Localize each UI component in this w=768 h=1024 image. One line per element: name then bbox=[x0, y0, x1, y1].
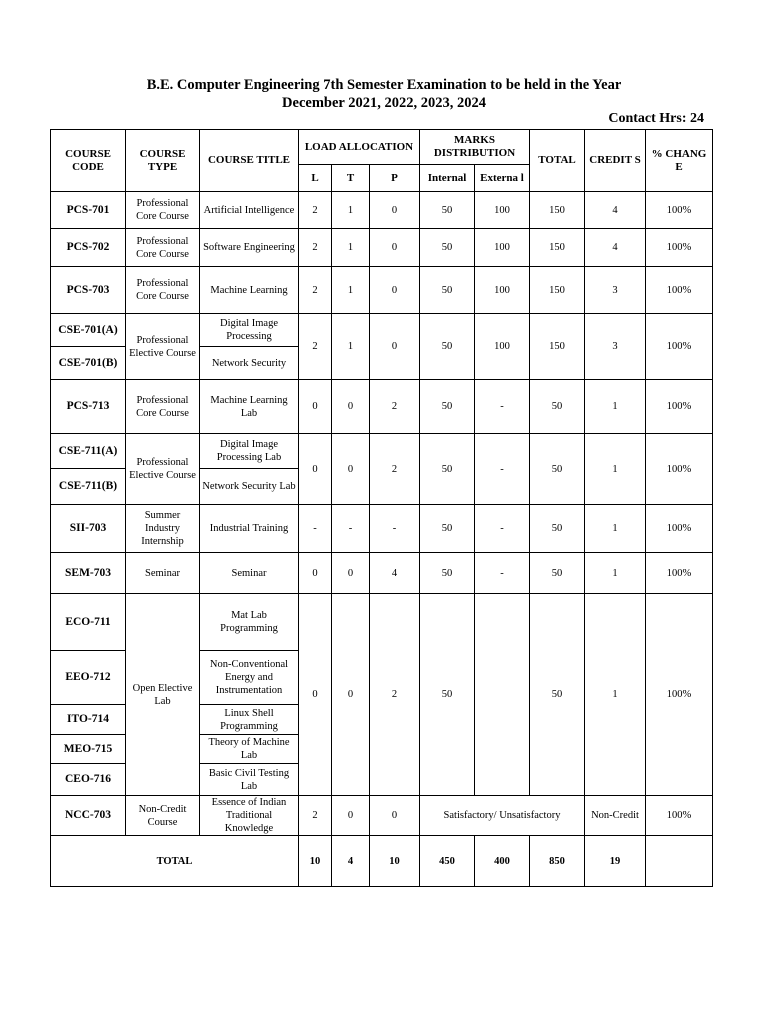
marks-external: - bbox=[475, 553, 530, 594]
load-t: 1 bbox=[332, 267, 370, 314]
course-type: Open Elective Lab bbox=[126, 594, 200, 796]
total-internal: 450 bbox=[420, 836, 475, 887]
marks-external: 100 bbox=[475, 229, 530, 267]
course-code: MEO-715 bbox=[51, 735, 126, 764]
load-l: 2 bbox=[299, 796, 332, 836]
load-t: 0 bbox=[332, 594, 370, 796]
header-t: T bbox=[332, 165, 370, 192]
marks-total: 50 bbox=[530, 505, 585, 553]
course-title: Digital Image Processing Lab bbox=[200, 434, 299, 469]
percent-change: 100% bbox=[646, 594, 713, 796]
course-title: Mat Lab Programming bbox=[200, 594, 299, 651]
course-title: Industrial Training bbox=[200, 505, 299, 553]
marks-internal: 50 bbox=[420, 434, 475, 505]
load-l: 2 bbox=[299, 229, 332, 267]
percent-change: 100% bbox=[646, 434, 713, 505]
header-l: L bbox=[299, 165, 332, 192]
marks-external: 100 bbox=[475, 192, 530, 229]
marks-external: - bbox=[475, 434, 530, 505]
marks-external: 100 bbox=[475, 314, 530, 380]
load-t: - bbox=[332, 505, 370, 553]
load-t: 0 bbox=[332, 380, 370, 434]
load-l: 2 bbox=[299, 267, 332, 314]
load-l: 0 bbox=[299, 594, 332, 796]
percent-change: 100% bbox=[646, 192, 713, 229]
load-l: 0 bbox=[299, 434, 332, 505]
credits: 1 bbox=[585, 594, 646, 796]
total-credits: 19 bbox=[585, 836, 646, 887]
course-type: Professional Core Course bbox=[126, 380, 200, 434]
marks-total: 150 bbox=[530, 192, 585, 229]
course-type: Non-Credit Course bbox=[126, 796, 200, 836]
marks-satisfactory: Satisfactory/ Unsatisfactory bbox=[420, 796, 585, 836]
percent-change: 100% bbox=[646, 505, 713, 553]
load-t: 0 bbox=[332, 434, 370, 505]
course-type: Professional Core Course bbox=[126, 267, 200, 314]
credits: 3 bbox=[585, 314, 646, 380]
course-code: CSE-701(B) bbox=[51, 347, 126, 380]
course-title: Seminar bbox=[200, 553, 299, 594]
course-title: Artificial Intelligence bbox=[200, 192, 299, 229]
course-title: Software Engineering bbox=[200, 229, 299, 267]
contact-hours: Contact Hrs: 24 bbox=[608, 111, 704, 126]
course-type: Seminar bbox=[126, 553, 200, 594]
table-row bbox=[51, 505, 713, 553]
percent-change: 100% bbox=[646, 796, 713, 836]
credits: Non-Credit bbox=[585, 796, 646, 836]
course-type: Professional Core Course bbox=[126, 229, 200, 267]
table-row bbox=[51, 314, 713, 347]
table-row bbox=[51, 796, 713, 836]
total-l: 10 bbox=[299, 836, 332, 887]
course-title: Theory of Machine Lab bbox=[200, 735, 299, 764]
marks-total: 150 bbox=[530, 314, 585, 380]
course-title: Linux Shell Programming bbox=[200, 705, 299, 735]
percent-change: 100% bbox=[646, 267, 713, 314]
load-t: 0 bbox=[332, 796, 370, 836]
course-code: SII-703 bbox=[51, 505, 126, 553]
credits: 4 bbox=[585, 229, 646, 267]
marks-external bbox=[475, 594, 530, 796]
header-credits: CREDIT S bbox=[585, 130, 646, 192]
course-code: PCS-701 bbox=[51, 192, 126, 229]
table-row bbox=[51, 267, 713, 314]
table-row bbox=[51, 229, 713, 267]
marks-internal: 50 bbox=[420, 267, 475, 314]
marks-external: - bbox=[475, 380, 530, 434]
table-row bbox=[51, 380, 713, 434]
table-row bbox=[51, 434, 713, 469]
load-p: 2 bbox=[370, 380, 420, 434]
load-p: 2 bbox=[370, 434, 420, 505]
page-title: B.E. Computer Engineering 7th Semester Examination to be held in the Year bbox=[146, 77, 622, 93]
marks-total: 50 bbox=[530, 434, 585, 505]
load-l: 0 bbox=[299, 553, 332, 594]
total-marks: 850 bbox=[530, 836, 585, 887]
total-p: 10 bbox=[370, 836, 420, 887]
scheme-table bbox=[50, 129, 713, 887]
load-t: 1 bbox=[332, 314, 370, 380]
course-type: Summer Industry Internship bbox=[126, 505, 200, 553]
load-l: 2 bbox=[299, 192, 332, 229]
course-code: SEM-703 bbox=[51, 553, 126, 594]
header-change: % CHANG E bbox=[646, 130, 713, 192]
course-title: Machine Learning Lab bbox=[200, 380, 299, 434]
load-p: 0 bbox=[370, 796, 420, 836]
percent-change: 100% bbox=[646, 553, 713, 594]
total-label: TOTAL bbox=[51, 836, 299, 887]
header-marks-distribution: MARKS DISTRIBUTION bbox=[420, 130, 530, 165]
header-external: Externa l bbox=[475, 165, 530, 192]
load-l: 0 bbox=[299, 380, 332, 434]
course-code: PCS-703 bbox=[51, 267, 126, 314]
total-change bbox=[646, 836, 713, 887]
course-code: EEO-712 bbox=[51, 651, 126, 705]
load-p: 2 bbox=[370, 594, 420, 796]
marks-total: 50 bbox=[530, 380, 585, 434]
marks-total: 150 bbox=[530, 229, 585, 267]
header-internal: Internal bbox=[420, 165, 475, 192]
total-t: 4 bbox=[332, 836, 370, 887]
header-course-title: COURSE TITLE bbox=[200, 130, 299, 192]
load-l: 2 bbox=[299, 314, 332, 380]
course-type: Professional Elective Course bbox=[126, 314, 200, 380]
load-p: 0 bbox=[370, 229, 420, 267]
percent-change: 100% bbox=[646, 380, 713, 434]
marks-internal: 50 bbox=[420, 553, 475, 594]
load-p: 0 bbox=[370, 314, 420, 380]
header-load-allocation: LOAD ALLOCATION bbox=[299, 130, 420, 165]
total-row bbox=[51, 836, 713, 887]
marks-external: 100 bbox=[475, 267, 530, 314]
header-total: TOTAL bbox=[530, 130, 585, 192]
load-p: 4 bbox=[370, 553, 420, 594]
marks-total: 150 bbox=[530, 267, 585, 314]
load-p: 0 bbox=[370, 192, 420, 229]
course-title: Network Security bbox=[200, 347, 299, 380]
marks-internal: 50 bbox=[420, 380, 475, 434]
load-p: - bbox=[370, 505, 420, 553]
marks-external: - bbox=[475, 505, 530, 553]
course-code: PCS-713 bbox=[51, 380, 126, 434]
marks-internal: 50 bbox=[420, 505, 475, 553]
course-type: Professional Elective Course bbox=[126, 434, 200, 505]
header-course-code: COURSE CODE bbox=[51, 130, 126, 192]
table-row bbox=[51, 553, 713, 594]
credits: 3 bbox=[585, 267, 646, 314]
load-t: 1 bbox=[332, 229, 370, 267]
course-code: CEO-716 bbox=[51, 764, 126, 796]
course-title: Non-Conventional Energy and Instrumentation bbox=[200, 651, 299, 705]
course-title: Network Security Lab bbox=[200, 469, 299, 505]
course-code: CSE-701(A) bbox=[51, 314, 126, 347]
page-subtitle: December 2021, 2022, 2023, 2024 bbox=[282, 95, 486, 111]
header-course-type: COURSE TYPE bbox=[126, 130, 200, 192]
marks-internal: 50 bbox=[420, 594, 475, 796]
credits: 4 bbox=[585, 192, 646, 229]
marks-internal: 50 bbox=[420, 229, 475, 267]
load-p: 0 bbox=[370, 267, 420, 314]
percent-change: 100% bbox=[646, 314, 713, 380]
load-t: 1 bbox=[332, 192, 370, 229]
credits: 1 bbox=[585, 380, 646, 434]
load-t: 0 bbox=[332, 553, 370, 594]
header-p: P bbox=[370, 165, 420, 192]
total-external: 400 bbox=[475, 836, 530, 887]
course-code: CSE-711(B) bbox=[51, 469, 126, 505]
course-title: Digital Image Processing bbox=[200, 314, 299, 347]
credits: 1 bbox=[585, 553, 646, 594]
course-title: Basic Civil Testing Lab bbox=[200, 764, 299, 796]
load-l: - bbox=[299, 505, 332, 553]
course-code: CSE-711(A) bbox=[51, 434, 126, 469]
marks-internal: 50 bbox=[420, 192, 475, 229]
course-code: NCC-703 bbox=[51, 796, 126, 836]
course-code: ECO-711 bbox=[51, 594, 126, 651]
table-row bbox=[51, 192, 713, 229]
percent-change: 100% bbox=[646, 229, 713, 267]
marks-internal: 50 bbox=[420, 314, 475, 380]
course-code: ITO-714 bbox=[51, 705, 126, 735]
marks-total: 50 bbox=[530, 594, 585, 796]
course-code: PCS-702 bbox=[51, 229, 126, 267]
marks-total: 50 bbox=[530, 553, 585, 594]
course-title: Machine Learning bbox=[200, 267, 299, 314]
credits: 1 bbox=[585, 505, 646, 553]
course-type: Professional Core Course bbox=[126, 192, 200, 229]
course-title: Essence of Indian Traditional Knowledge bbox=[200, 796, 299, 836]
credits: 1 bbox=[585, 434, 646, 505]
table-row bbox=[51, 594, 713, 651]
